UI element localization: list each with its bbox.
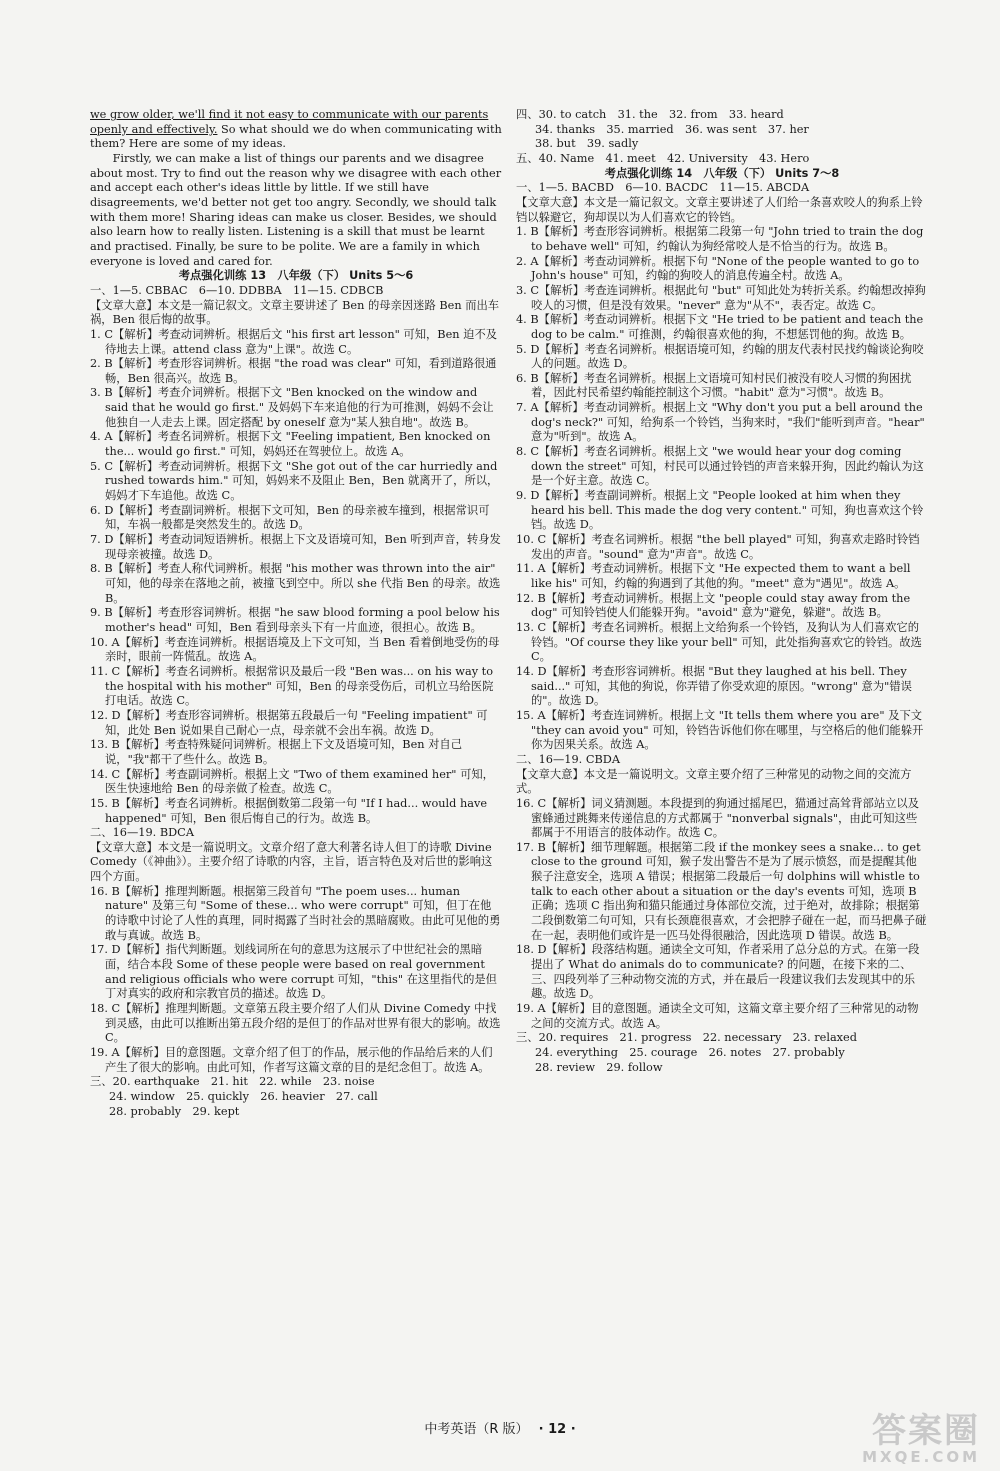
- fill-row: 24. everything 25. courage 26. notes 27. probably: [535, 1046, 845, 1059]
- explanation-list-2: [90, 885, 502, 1076]
- explanation-item: 6. B【解析】考查名词辨析。根据上文语境可知村民们被没有咬人习惯的狗困扰着，因此村民希望约翰能控制这个习惯。"habit" 意为"习惯"。故选 B。: [516, 371, 912, 400]
- explanation-item: 13. B【解析】考查特殊疑问词辨析。根据上下文及语境可知，Ben 对自己说，"我"都干了些什么。故选 B。: [90, 738, 463, 766]
- watermark-logo: [862, 1411, 980, 1466]
- fill-row: 34. thanks 35. married 36. was sent 37. her: [535, 122, 809, 136]
- explanation-item: 12. B【解析】考查动词辨析。根据上文 "people could stay away from the dog" 可知铃铛使人们能躲开狗。"avoid" 意为"避免，躲避"。故选 B。: [516, 591, 911, 620]
- explanation-item: 7. D【解析】考查动词短语辨析。根据上下文及语境可知，Ben 听到声音，转身发现母亲被撞。故选 D。: [90, 533, 501, 561]
- right-column: [516, 108, 928, 1075]
- part-label: 三、: [516, 1031, 539, 1045]
- part1-answers: 一、1—5. CBBAC 6—10. DDBBA 11—15. CDBCB: [90, 283, 384, 297]
- explanation-item: 9. D【解析】考查副词辨析。根据上文 "People looked at him when they heard his bell. This made the dog very content." 可知，狗也喜欢这个铃铛。故选 D。: [516, 489, 924, 532]
- article2-summary: 【文章大意】本文是一篇说明文。文章主要介绍了三种常见的动物之间的交流方式。: [516, 767, 912, 796]
- explanation-item: 3. B【解析】考查介词辨析。根据下文 "Ben knocked on the window and said that he would go first." 及妈妈下车来追他的行为可推测，妈妈不会让他独自一人走去上课。固定搭配 by oneself 意为"某人独自地"。故选 B。: [90, 386, 494, 429]
- part3-answers: [90, 1075, 502, 1119]
- explanation-item: 12. D【解析】考查形容词辨析。根据第五段最后一句 "Feeling impatient" 可知，此处 Ben 说如果自己耐心一点，母亲就不会出车祸。故选 D。: [90, 708, 488, 737]
- part2-answers: 二、16—19. CBDA: [516, 752, 620, 766]
- fill-row: 24. window 25. quickly 26. heavier 27. call: [109, 1089, 378, 1103]
- essay-paragraph: Firstly, we can make a list of things our parents and we disagree about most. Try to find out the reason why we disagree with each other and accept each other's ideas little by little. If we still have disagreements, we'd better not get too angry. Secondly, we should talk with them more! Sharing ideas can make us closer. Besides, we should also learn how to really listen. Listening is a skill that must be learnt and practised. Finally, be sure to be polite. We are a family in which everyone is loved and cared for.: [90, 151, 502, 268]
- explanation-item: 8. B【解析】考查人称代词辨析。根据 "his mother was thrown into the air" 可知，他的母亲在落地之前，被撞飞到空中。所以 she 代指 Ben 的母亲。故选 B。: [90, 562, 501, 605]
- left-column: [90, 108, 502, 1119]
- explanation-item: 18. C【解析】推理判断题。文章第五段主要介绍了人们从 Divine Comedy 中找到灵感，由此可以推断出第五段介绍的是但丁的作品对世界有很大的影响。故选 C。: [90, 1002, 501, 1045]
- fill-row: 三、20. requires 21. progress 22. necessary 23. relaxed: [516, 1031, 857, 1045]
- watermark-main: 答案圈: [872, 1411, 980, 1451]
- fill-row: 28. probably 29. kept: [109, 1104, 240, 1118]
- explanation-item: 16. B【解析】推理判断题。根据第三段首句 "The poem uses... human nature" 及第三句 "Some of these... who were corrupt" 可知，但丁在他的诗歌中讨论了人性的真理，同时揭露了当时社会的黑暗腐败。由此可见他的勇敢与真诚。故选 B。: [90, 884, 501, 942]
- part1-answers: 一、1—5. BACBD 6—10. BACDC 11—15. ABCDA: [516, 181, 810, 195]
- page-number: · 12 ·: [538, 1422, 576, 1437]
- explanation-item: 15. B【解析】考查名词辨析。根据倒数第二段第一句 "If I had... would have happened" 可知，Ben 很后悔自己的行为。故选 B。: [90, 796, 488, 825]
- explanation-item: 11. C【解析】考查名词辨析。根据常识及最后一段 "Ben was... on his way to the hospital with his mother" 可知，Ben 的母亲受伤后，司机立马给医院打电话。故选 C。: [90, 664, 494, 708]
- section-13-title: 考点强化训练 13 八年级（下） Units 5～6: [178, 269, 414, 283]
- explanation-item: 19. A【解析】目的意图题。文章介绍了但丁的作品，展示他的作品给后来的人们产生了很大的影响。由此可知，作者写这篇文章的目的是纪念但丁。故选 A。: [90, 1046, 493, 1074]
- explanation-item: 8. C【解析】考查名词辨析。根据上文 "we would hear your dog coming down the street" 可知，村民可以通过铃铛的声音来躲开狗，因此约翰认为这是一个好主意。故选 C。: [516, 445, 924, 488]
- explanation-item: 10. A【解析】考查连词辨析。根据语境及上下文可知，当 Ben 看着倒地受伤的母亲时，眼前一阵慌乱。故选 A。: [90, 635, 500, 664]
- intro-paragraph: [90, 108, 502, 152]
- intro-rest: So what should we do when communicating with them? Here are some of my ideas.: [90, 122, 502, 151]
- part2-answers: 二、16—19. BDCA: [90, 826, 194, 840]
- explanation-item: 17. B【解析】细节理解题。根据第二段 if the monkey sees a snake... to get close to the ground 可知，猴子发出警告不是为了展示愤怒，而是提醒其他猴子注意安全，选项 A 错误；根据第二段最后一句 dolphins will whistle to talk to each other about a situation or the day's events 可知，选项 B 正确；选项 C 指出狗和猫只能通过身体部位交流，过于绝对，故排除；根据第二段倒数第二句可知，只有长颈鹿很喜欢，才会把脖子碰在一起，而马把鼻子碰在一起，表明他们或许是一匹马处得很融洽，因此选项 D 错误。故选 B。: [516, 840, 927, 942]
- explanation-item: 7. A【解析】考查动词辨析。根据上文 "Why don't you put a bell around the dog's neck?" 可知，给狗系一个铃铛，当狗来时，"我们"能听到声音。"hear" 意为"听到"。故选 A。: [516, 401, 925, 444]
- watermark-sub: MXQE.COM: [862, 1448, 980, 1466]
- part5-answers: 五、40. Name 41. meet 42. University 43. Hero: [516, 151, 810, 165]
- part-label: 三、: [90, 1075, 113, 1089]
- article2-summary: 【文章大意】本文是一篇说明文。文章介绍了意大利著名诗人但丁的诗歌 Divine Comedy（《神曲》）。主要介绍了诗歌的内容，主旨，语言特色及对后世的影响这四个方面。: [90, 840, 493, 884]
- explanation-item: 5. C【解析】考查动词辨析。根据下文 "She got out of the car hurriedly and rushed towards him." 可知，妈妈来不及阻止 Ben，Ben 就离开了，所以，妈妈才下车追他。故选 C。: [90, 459, 499, 503]
- part4-answers: [516, 108, 928, 152]
- explanation-item: 2. A【解析】考查动词辨析。根据下句 "None of the people wanted to go to John's house" 可知，约翰的狗咬人的消息传遍全村。故选 A。: [516, 254, 920, 283]
- fill-row: 38. but 39. sadly: [535, 137, 639, 151]
- explanation-item: 4. B【解析】考查动词辨析。根据下文 "He tried to be patient and teach the dog to be calm." 可推测，约翰很喜欢他的狗，不想惩罚他的狗。故选 B。: [516, 313, 924, 341]
- explanation-list: [516, 225, 928, 753]
- book-title: 中考英语（R 版）: [424, 1422, 529, 1437]
- explanation-item: 17. D【解析】指代判断题。划线词所在句的意思为这展示了中世纪社会的黑暗面，结合本段 Some of these people were based on real government and religious officials who were corrupt 可知，"this" 在这里指代的是但丁对真实的政府和宗教官员的描述。故选 D。: [90, 943, 497, 1001]
- explanation-item: 1. B【解析】考查形容词辨析。根据第二段第一句 "John tried to train the dog to behave well" 可知，约翰认为狗经常咬人是不恰当的行为。故选 B。: [516, 225, 924, 253]
- explanation-item: 13. C【解析】考查名词辨析。根据上文给狗系一个铃铛，及狗认为人们喜欢它的铃铛。"Of course they like your bell" 可知，此处指狗喜欢它的铃铛。故选 C。: [516, 620, 922, 664]
- explanation-item: 4. A【解析】考查名词辨析。根据下文 "Feeling impatient, Ben knocked on the... would go first." 可知，妈妈还在驾驶位上。故选 A。: [90, 430, 491, 459]
- explanation-item: 1. C【解析】考查动词辨析。根据后文 "his first art lesson" 可知，Ben 迫不及待地去上课。attend class 意为"上课"。故选 C。: [90, 327, 498, 356]
- part-label: 四、: [516, 108, 539, 121]
- explanation-item: 3. C【解析】考查连词辨析。根据此句 "but" 可知此处为转折关系。约翰想改掉狗咬人的习惯，但是没有效果。"never" 意为"从不"，表否定。故选 C。: [516, 283, 926, 312]
- explanation-item: 14. D【解析】考查形容词辨析。根据 "But they laughed at his bell. They said..." 可知，其他的狗说，你弄错了你受欢迎的原因。"wrong" 意为"错误的"。故选 D。: [516, 664, 912, 708]
- article-summary: 【文章大意】本文是一篇记叙文。文章主要讲述了 Ben 的母亲因迷路 Ben 而出车祸，Ben 很后悔的故事。: [90, 298, 500, 327]
- explanation-item: 10. C【解析】考查名词辨析。根据 "the bell played" 可知，狗喜欢走路时铃铛发出的声音。"sound" 意为"声音"。故选 C。: [516, 533, 920, 561]
- explanation-item: 14. C【解析】考查副词辨析。根据上文 "Two of them examined her" 可知，医生快速地给 Ben 的母亲做了检查。故选 C。: [90, 767, 494, 796]
- part3-answers: [516, 1031, 928, 1075]
- explanation-list: [90, 328, 502, 826]
- explanation-list-2: [516, 797, 928, 1032]
- explanation-item: 19. A【解析】目的意图题。通读全文可知，这篇文章主要介绍了三种常见的动物之间的交流方式。故选 A。: [516, 1002, 919, 1030]
- fill-row: 28. review 29. follow: [535, 1060, 663, 1074]
- explanation-item: 2. B【解析】考查形容词辨析。根据 "the road was clear" 可知，看到道路很通畅，Ben 很高兴。故选 B。: [90, 357, 497, 385]
- page-footer: [0, 1418, 1000, 1437]
- article-summary: 【文章大意】本文是一篇记叙文。文章主要讲述了人们给一条喜欢咬人的狗系上铃铛以躲避它，狗却误以为人们喜欢它的铃铛。: [516, 195, 923, 224]
- underlined-sentence: we grow older, we'll find it not easy to communicate with our parents openly and effectively.: [90, 108, 489, 136]
- explanation-item: 11. A【解析】考查动词辨析。根据下文 "He expected them to want a bell like his" 可知，约翰的狗遇到了其他的狗。"meet" 意为"遇见"。故选 A。: [516, 562, 911, 590]
- explanation-item: 18. D【解析】段落结构题。通读全文可知，作者采用了总分总的方式。在第一段提出了 What do animals do to communicate? 的问题，在接下来的二、三、四段列举了三种动物交流的方式，并在最后一段建议我们去发现其中的乐趣。故选 D。: [516, 943, 920, 1001]
- explanation-item: 9. B【解析】考查形容词辨析。根据 "he saw blood forming a pool below his mother's head" 可知，Ben 看到母亲头下有一片血迹，很担心。故选 B。: [90, 606, 500, 634]
- section-14-title: 考点强化训练 14 八年级（下） Units 7～8: [604, 166, 840, 180]
- explanation-item: 6. D【解析】考查副词辨析。根据下文可知，Ben 的母亲被车撞到，根据常识可知，车祸一般都是突然发生的。故选 D。: [90, 503, 490, 532]
- explanation-item: 5. D【解析】考查名词辨析。根据语境可知，约翰的朋友代表村民找约翰谈论狗咬人的问题。故选 D。: [516, 342, 924, 371]
- fill-row: 三、20. earthquake 21. hit 22. while 23. noise: [90, 1075, 375, 1089]
- fill-row: 四、30. to catch 31. the 32. from 33. heard: [516, 108, 784, 121]
- explanation-item: 16. C【解析】词义猜测题。本段提到的狗通过摇尾巴，猫通过高耸背部站立以及蜜蜂通过跳舞来传递信息的方式都属于 "nonverbal signals"，由此可知这些都属于不用语言的肢体动作。故选 C。: [516, 796, 920, 840]
- explanation-item: 15. A【解析】考查连词辨析。根据上文 "It tells them where you are" 及下文 "they can avoid you" 可知，铃铛告诉他们你在哪里，与空格后的他们能躲开你为因果关系。故选 A。: [516, 708, 924, 752]
